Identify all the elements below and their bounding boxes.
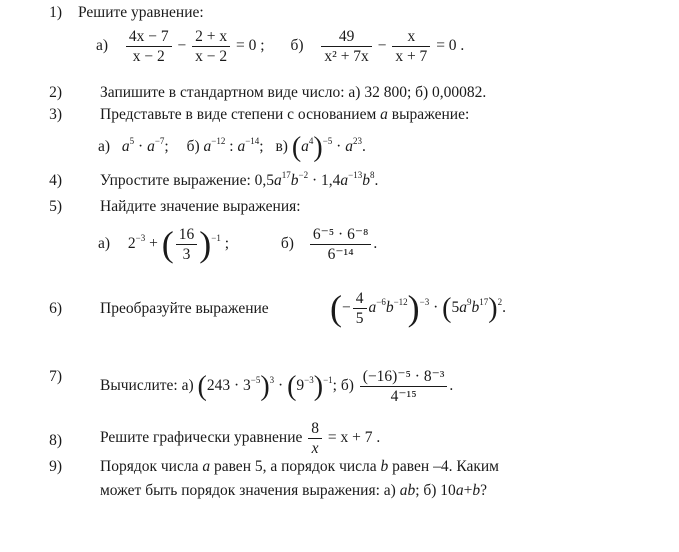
- fraction: [392, 28, 430, 65]
- numerator: 16: [176, 226, 198, 245]
- label-a: а): [96, 37, 109, 55]
- denominator: x − 2: [195, 48, 228, 65]
- task-3-parts: а) $a^5 \cdot a^{-7}$; б) $a^{-12}$ : $a^{-14}$; в) $(a^4)^{-5} \cdot a^{23}$.: [98, 132, 366, 163]
- task-number: 4): [49, 172, 62, 189]
- task-1-equations: а) $\frac{4x - 7}{x - 2}$ − $\frac{2 + x}{x - 2}$ = 0 ; б) $\frac{49}{\text{x² + 7x}}$ − $\frac{x}{x + 7}$ = 0 .: [96, 28, 465, 65]
- numerator: 4: [353, 290, 367, 309]
- label-a: а): [98, 235, 111, 253]
- fraction: [192, 28, 230, 65]
- label-b: б): [290, 37, 304, 55]
- equation-rhs: = 0 ;: [236, 37, 265, 55]
- task-number: 3): [49, 106, 62, 123]
- denominator: 3: [182, 246, 191, 263]
- task-text: Упростите выражение: $0,5a^{17}b^{-2} \cdot 1,4a^{-13}b^8$.: [100, 170, 379, 189]
- equation-rhs: = 0 .: [436, 37, 465, 55]
- task-text: Найдите значение выражения:: [100, 198, 301, 215]
- denominator: x − 2: [132, 48, 165, 65]
- task-text: Запишите в стандартном виде число: а) 32 800; б) 0,00082.: [100, 84, 487, 101]
- numerator: 6⁻⁵ · 6⁻⁸: [310, 226, 372, 245]
- numerator: 4x − 7: [126, 28, 172, 47]
- task-number: 1): [49, 4, 62, 21]
- numerator: 2 + x: [192, 28, 230, 47]
- label-b: б): [340, 377, 354, 395]
- numerator: 8: [308, 420, 322, 439]
- task-number: 6): [49, 300, 62, 317]
- task-number: 9): [49, 458, 62, 475]
- label-a: а): [98, 138, 111, 155]
- fraction: [176, 226, 198, 263]
- denominator: x² + 7x: [324, 48, 369, 65]
- denominator: x + 7: [395, 48, 428, 65]
- task-6-expr: (− $\frac{4}{5}$ $a^{-6}b^{-12})^{-3} \cdot (5a^9b^{17})^2$.: [330, 288, 506, 329]
- task-number: 7): [49, 368, 62, 385]
- task-text: Преобразуйте выражение: [100, 300, 269, 317]
- task-number: 5): [49, 198, 62, 215]
- task-number: 2): [49, 84, 62, 101]
- task-text: Решите графически уравнение $\frac{8}{x}$ = x + 7 .: [100, 420, 381, 457]
- denominator: 4⁻¹⁵: [390, 388, 417, 405]
- task-text: Вычислите: а) $(243 \cdot 3^{-5})^3 \cdot (9^{-3})^{-1}$; б) $\frac{\text{(−16)⁻⁵ · 8⁻³}}{\text{4⁻¹⁵}}$ .: [100, 368, 454, 405]
- denominator: 5: [355, 310, 364, 327]
- task-text: Решите уравнение:: [78, 4, 204, 21]
- denominator: 6⁻¹⁴: [327, 246, 354, 263]
- task-text: Представьте в виде степени с основанием a выражение:: [100, 106, 470, 123]
- equation-rhs: = x + 7 .: [327, 429, 381, 447]
- fraction: [126, 28, 172, 65]
- numerator: 49: [321, 28, 371, 47]
- fraction: [360, 368, 448, 405]
- fraction: [353, 290, 367, 327]
- task-text: Порядок числа a равен 5, а порядок числа b равен –4. Каким: [100, 458, 499, 475]
- numerator: (−16)⁻⁵ · 8⁻³: [360, 368, 448, 387]
- label-b: б): [280, 235, 294, 253]
- fraction: [321, 28, 371, 65]
- task-9-line2: может быть порядок значения выражения: а) ab; б) 10a+b?: [100, 482, 487, 499]
- task-number: 8): [49, 432, 62, 449]
- denominator: x: [311, 440, 319, 457]
- label-b: б): [186, 138, 200, 155]
- task-5-parts: а) $2^{-3}$ + ( $\frac{16}{3}$ )$^{-1}$ ; б) $\frac{\text{6⁻⁵ · 6⁻⁸}}{\text{6⁻¹⁴}}$ .: [98, 224, 378, 265]
- label-v: в): [275, 138, 288, 155]
- fraction: [310, 226, 372, 263]
- numerator: x: [392, 28, 430, 47]
- fraction: [308, 420, 322, 457]
